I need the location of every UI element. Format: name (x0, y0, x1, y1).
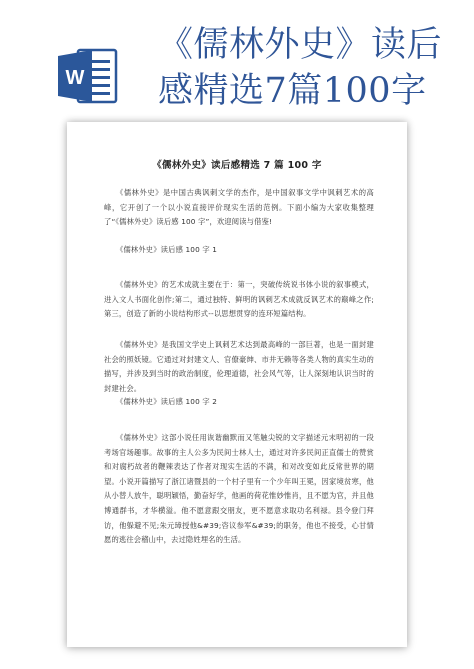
document-section-heading-2: 《儒林外史》读后感 100 字 2 (116, 397, 218, 406)
word-icon-letter: W (65, 67, 85, 89)
document-section-heading-1: 《儒林外史》读后感 100 字 1 (116, 245, 218, 254)
banner-title (158, 22, 468, 114)
document-paragraph-2: 《儒林外史》是我国文学史上讽刺艺术达到最高峰的一部巨著，也是一面封建社会的照妖镜。它通过对封建文人、官僚豪绅、市井无赖等各类人物的真实生动的描写，并涉及到当时的政治制度，伦理道德，社会风气等，让人深刻地认识当时的封建社会。 (104, 340, 374, 393)
document-page (67, 122, 407, 647)
document-paragraph-intro: 《儒林外史》是中国古典讽刺文学的杰作，是中国叙事文学中讽刺艺术的高峰，它开创了一个以小说直接评价现实生活的范例。下面小编为大家收集整理了“《儒林外史》读后感 100 字”，欢迎阅读与借鉴! (104, 188, 374, 227)
word-document-icon (56, 44, 120, 108)
document-paragraph-3: 《儒林外史》这部小说任用诙谐幽默而又笔触尖锐的文字描述元末明初的一段考场官场趣事。故事的主人公多为民间士林人士，通过对许多民间正直儒士的赞赏和对腐朽故者的鞭辣表达了作者对现实生活的不满，和对改变如此反常世界的期望。小说开篇描写了浙江诸暨县的一个村子里有一个少年叫王冕，因家境贫寒，他从小替人放牛，聪明颖悟，勤奋好学，他画的荷花惟妙惟肖，且不愿为官，并且他博通群书，才华横溢。他不愿意跟交朋友，更不愿意求取功名利禄。县令登门拜访，他躲避不见;朱元璋授他&#39;咨议参军&#39;的职务，他也不接受，心甘情愿的逃往会稽山中，去过隐姓埋名的生活。 (104, 433, 374, 545)
banner-title-line-1: 《儒林外史》读后 (158, 25, 443, 65)
banner (0, 0, 474, 120)
document-paragraph-1: 《儒林外史》的艺术成就主要在于：第一，突破传统说书体小说的叙事模式，进入文人书面化创作;第二，通过独特、鲜明的讽刺艺术成就反讽艺术的巅峰之作;第三，创造了新的小说结构形式--以思想贯穿的连环短篇结构。 (104, 280, 374, 319)
banner-title-line-2: 感精选7篇100字 (158, 71, 427, 111)
document-title: 《儒林外史》读后感精选 7 篇 100 字 (152, 160, 322, 171)
